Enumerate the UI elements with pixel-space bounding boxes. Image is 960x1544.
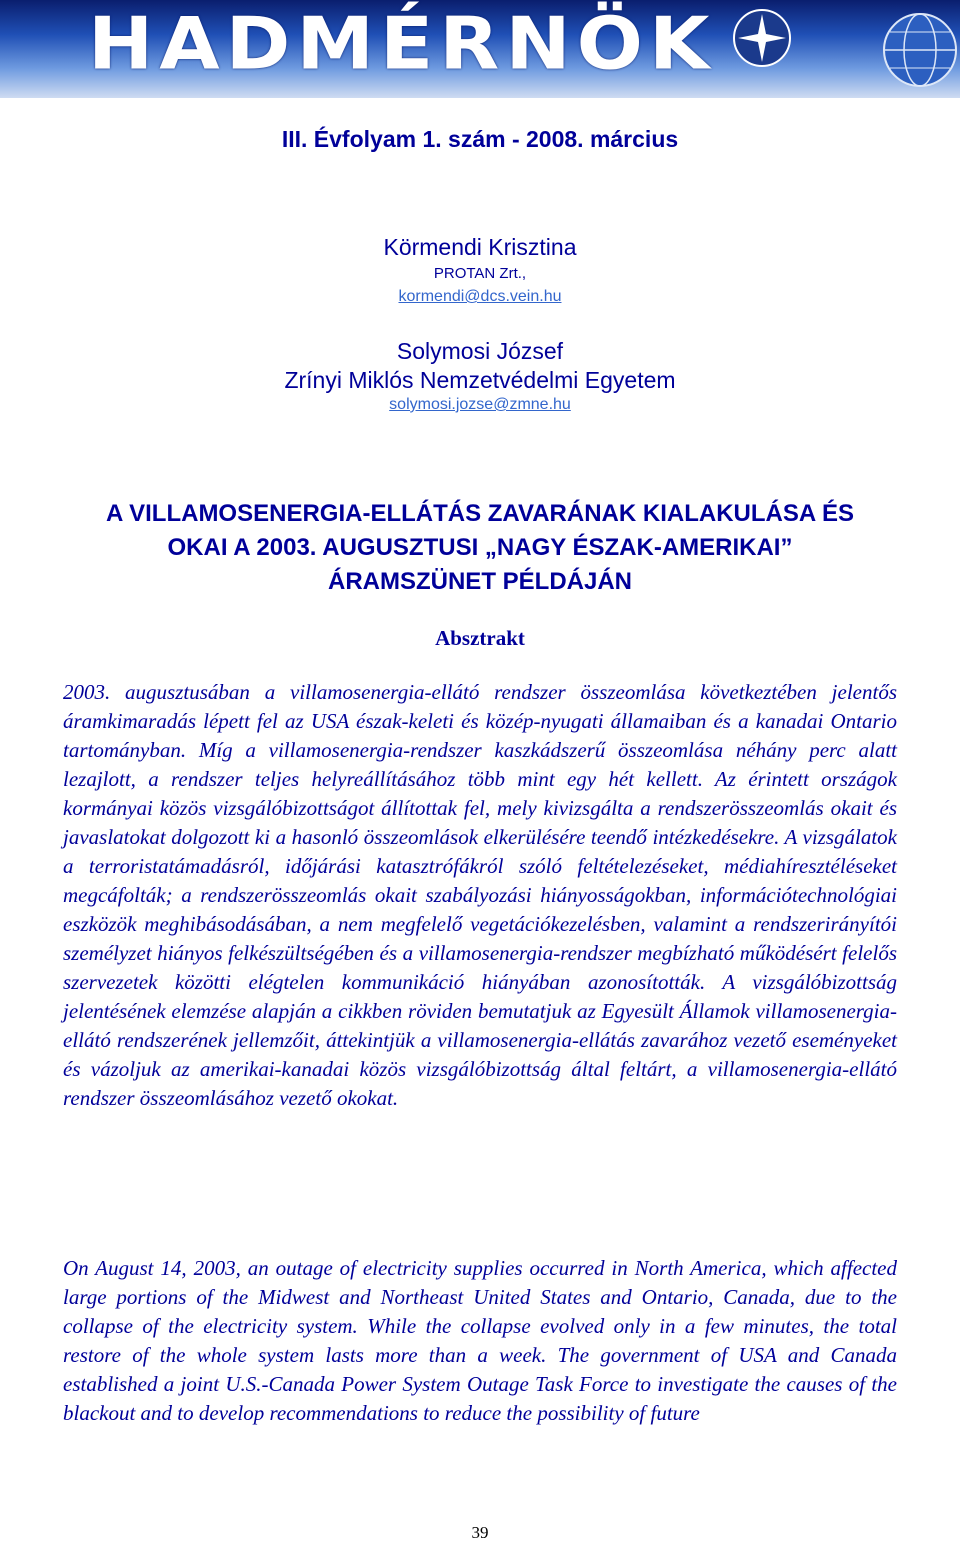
author-name: Solymosi József bbox=[396, 338, 564, 364]
paper-title-line: A VILLAMOSENERGIA-ELLÁTÁS ZAVARÁNAK KIALAKULÁSA ÉS bbox=[106, 500, 854, 527]
author-name: Körmendi Krisztina bbox=[383, 234, 577, 260]
journal-logo: HADMÉRNÖK bbox=[88, 3, 716, 87]
abstract-english: On August 14, 2003, an outage of electricity supplies occurred in North America, which affected large portions of the Midwest and Northeast United States and Ontario, Canada, due to the collapse of the electricity system. While the collapse evolved only in a few minutes, the total restore of the whole system lasts more than a week. The government of USA and Canada established a joint U.S.-Canada Power System Outage Task Force to investigate the causes of the blackout and to develop recommendations to reduce the possibility of future bbox=[63, 1256, 897, 1425]
journal-banner bbox=[0, 0, 960, 98]
issue-line: III. Évfolyam 1. szám - 2008. március bbox=[281, 126, 679, 152]
author-affiliation: Zrínyi Miklós Nemzetvédelmi Egyetem bbox=[284, 367, 676, 393]
abstract-hungarian: 2003. augusztusában a villamosenergia-ellátó rendszer összeomlása következtében jelentős áramkimaradás lépett fel az USA észak-keleti és közép-nyugati államaiban és a kanadai Ontario tartományban. Míg a villamosenergia-rendszer kaszkádszerű összeomlása néhány perc alatt lezajlott, a rendszer teljes helyreállításához több mint egy hét kellett. Az érintett országok kormányai közös vizsgálóbizottságot állítottak fel, mely kivizsgálta a rendszerösszeomlás okait és javaslatokat dolgozott ki a hasonló összeomlások elkerülésére teendő intézkedésekre. A vizsgálatok a terroristatámadásról, időjárási katasztrófákról szóló feltételezéseket, médiahíresztéléseket megcáfolták; a rendszerösszeomlás okait szabályozási hiányosságokban, információtechnológiai eszközök meghibásodásában, a nem megfelelő vegetációkezelésben, valamint a rendszerirányítói személyzet hiányos felkészültségében és a villamosenergia-rendszer megbízható működésért felelős szervezetek közötti elégtelen kommunikáció hiányában azonosították. A vizsgálóbizottság jelentésének elemzése alapján a cikkben röviden bemutatjuk az Egyesült Államok villamosenergia-ellátó rendszerének jellemzőit, áttekintjük a villamosenergia-ellátás zavarához vezető eseményeket és vázoljuk az amerikai-kanadai közös vizsgálóbizottság által feltárt, a villamosenergia-ellátó rendszer összeomlásához vezető okokat. bbox=[63, 680, 897, 1110]
paper-title-line: ÁRAMSZÜNET PÉLDÁJÁN bbox=[327, 568, 632, 595]
author-email-link[interactable]: solymosi.jozse@zmne.hu bbox=[389, 396, 571, 413]
author-affiliation: PROTAN Zrt., bbox=[433, 265, 527, 282]
page-number: 39 bbox=[471, 1523, 489, 1542]
abstract-heading: Absztrakt bbox=[435, 626, 525, 650]
author-email-wrap bbox=[0, 396, 960, 414]
nato-emblem-icon bbox=[730, 6, 794, 70]
author-email-link[interactable]: kormendi@dcs.vein.hu bbox=[398, 288, 562, 305]
paper-title-line: OKAI A 2003. AUGUSZTUSI „NAGY ÉSZAK-AMERIKAI” bbox=[167, 534, 793, 561]
globe-icon bbox=[880, 10, 960, 90]
author-email-wrap bbox=[0, 288, 960, 306]
